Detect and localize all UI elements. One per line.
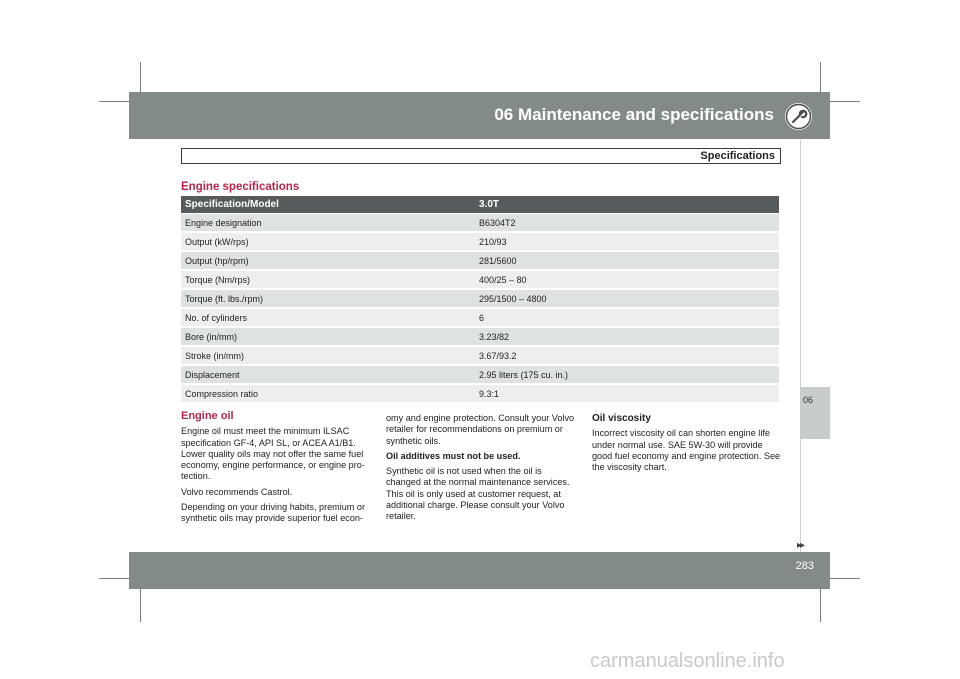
engine-oil-title: Engine oil bbox=[181, 410, 234, 422]
chapter-heading: 06 Maintenance and specifications bbox=[494, 105, 774, 124]
spec-name: Compression ratio bbox=[181, 385, 475, 403]
spec-value: 6 bbox=[475, 309, 779, 327]
spec-value: 281/5600 bbox=[475, 252, 779, 270]
engine-specs-table bbox=[181, 195, 779, 404]
header-band bbox=[129, 92, 830, 139]
spec-name: Bore (in/mm) bbox=[181, 328, 475, 346]
engine-oil-paragraph: Volvo recommends Castrol. bbox=[181, 486, 293, 497]
oil-viscosity-title: Oil viscosity bbox=[592, 413, 651, 424]
column-header: 3.0T bbox=[475, 196, 779, 213]
spec-name: Torque (ft. lbs./rpm) bbox=[181, 290, 475, 308]
spec-name: No. of cylinders bbox=[181, 309, 475, 327]
chapter-tab-label: 06 bbox=[803, 395, 814, 405]
table-row bbox=[181, 347, 779, 365]
oil-viscosity-paragraph: Incorrect viscosity oil can shorten engine life under normal use. SAE 5W-30 will provide good fuel economy and engine protection. See the viscosity chart. bbox=[592, 428, 781, 473]
table-row bbox=[181, 214, 779, 232]
engine-oil-column-2 bbox=[386, 413, 576, 527]
table-row bbox=[181, 309, 779, 327]
section-title: Specifications bbox=[700, 150, 775, 162]
table-row bbox=[181, 271, 779, 289]
wrench-icon bbox=[785, 103, 812, 130]
table-row bbox=[181, 233, 779, 251]
table-row bbox=[181, 290, 779, 308]
table-row bbox=[181, 328, 779, 346]
spec-value: 210/93 bbox=[475, 233, 779, 251]
oil-additives-warning: Oil additives must not be used. bbox=[386, 450, 521, 461]
table-row bbox=[181, 366, 779, 384]
engine-oil-paragraph: Depending on your driving habits, premium or synthetic oils may provide superior fuel econ- bbox=[181, 502, 365, 524]
engine-specs-title: Engine specifications bbox=[181, 181, 300, 193]
watermark: carmanualsonline.info bbox=[590, 650, 785, 672]
spec-value: 3.23/82 bbox=[475, 328, 779, 346]
engine-oil-column-1 bbox=[181, 411, 371, 529]
spec-value: 9.3:1 bbox=[475, 385, 779, 403]
table-header-row bbox=[181, 196, 779, 213]
oil-viscosity-column bbox=[592, 413, 784, 477]
section-bar bbox=[181, 148, 781, 164]
spec-name: Stroke (in/mm) bbox=[181, 347, 475, 365]
footer-band bbox=[129, 552, 830, 589]
column-header: Specification/Model bbox=[181, 196, 475, 213]
side-divider bbox=[800, 140, 801, 552]
spec-value: B6304T2 bbox=[475, 214, 779, 232]
continue-arrows-icon: ▸▸ bbox=[797, 540, 804, 551]
engine-oil-paragraph: Engine oil must meet the minimum ILSAC specification GF-4, API SL, or ACEA A1/B1. Lower quality oils may not offer the same fuel economy, engine performance, or engine pro-tection. bbox=[181, 426, 365, 482]
page-number: 283 bbox=[795, 560, 814, 572]
spec-value: 3.67/93.2 bbox=[475, 347, 779, 365]
chapter-tab bbox=[800, 387, 830, 439]
engine-oil-paragraph: omy and engine protection. Consult your Volvo retailer for recommendations on premium or synthetic oils. bbox=[386, 413, 575, 446]
spec-name: Torque (Nm/rps) bbox=[181, 271, 475, 289]
table-row bbox=[181, 385, 779, 403]
spec-value: 2.95 liters (175 cu. in.) bbox=[475, 366, 779, 384]
spec-name: Engine designation bbox=[181, 214, 475, 232]
spec-value: 295/1500 – 4800 bbox=[475, 290, 779, 308]
spec-name: Displacement bbox=[181, 366, 475, 384]
engine-oil-paragraph: Synthetic oil is not used when the oil is changed at the normal maintenance services. This oil is only used at customer request, at additional charge. Please consult your Volvo retailer. bbox=[386, 466, 570, 522]
spec-value: 400/25 – 80 bbox=[475, 271, 779, 289]
table-row bbox=[181, 252, 779, 270]
spec-name: Output (hp/rpm) bbox=[181, 252, 475, 270]
spec-name: Output (kW/rps) bbox=[181, 233, 475, 251]
